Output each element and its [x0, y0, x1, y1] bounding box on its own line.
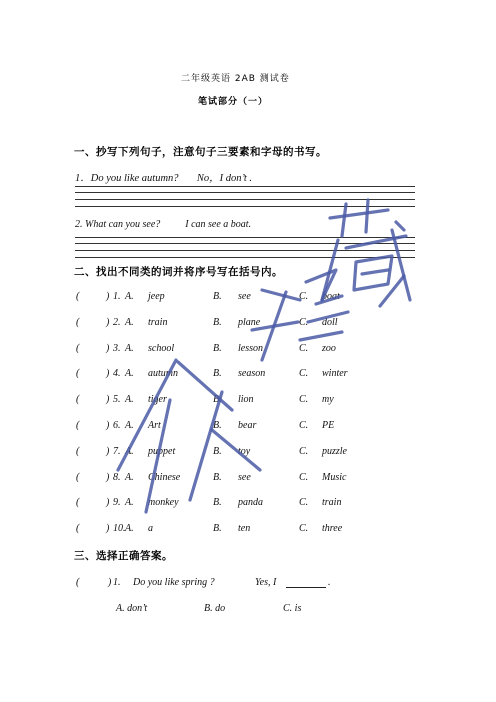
section1-q1: 1．Do you like autumn? No，I don’t . — [75, 173, 253, 184]
wm-stroke-cang-7 — [362, 270, 388, 274]
answer-blank[interactable] — [82, 472, 104, 484]
option-b-word: season — [238, 368, 266, 380]
option-c-letter: C. — [299, 342, 309, 354]
option-a-word: jeep — [148, 291, 165, 302]
item-number: 5. — [113, 394, 121, 406]
paren-open: ( — [76, 291, 80, 302]
option-c-word: boat — [322, 291, 340, 302]
answer-blank[interactable] — [82, 497, 104, 509]
option-c-letter: C. — [299, 394, 309, 406]
paren-open: ( — [76, 445, 80, 457]
item-number: 1. — [113, 291, 121, 302]
option-a-letter: A. — [125, 368, 134, 380]
paren-close: ) — [106, 394, 110, 406]
option-c-letter: C. — [299, 523, 309, 535]
option-a-letter: A. — [125, 497, 134, 509]
option-b-word: ten — [238, 523, 251, 535]
option-c-word: three — [322, 523, 343, 535]
option-a-word: autumn — [148, 368, 178, 380]
option-c-letter: C. — [299, 316, 309, 328]
paren-open: ( — [76, 368, 80, 380]
option-a: A. don’t — [116, 603, 148, 614]
answer-blank[interactable] — [82, 446, 104, 458]
writing-line — [75, 206, 415, 207]
option-b-letter: B. — [213, 523, 222, 535]
item-number: 2. — [113, 316, 121, 328]
wm-stroke-zhen-7 — [300, 332, 342, 340]
item-number: 8. — [113, 471, 121, 483]
answer-prefix: Yes, I — [255, 577, 277, 588]
paren-open: ( — [76, 394, 80, 406]
option-c-letter: C. — [299, 291, 309, 302]
option-a-letter: A. — [125, 523, 134, 535]
option-a-letter: A. — [125, 394, 134, 406]
option-a-word: a — [148, 523, 153, 535]
section3-heading: 三、选择正确答案。 — [74, 550, 173, 562]
option-a-letter: A. — [125, 342, 134, 354]
option-a-letter: A. — [125, 291, 134, 302]
answer-blank[interactable] — [82, 394, 104, 406]
option-c-word: train — [322, 497, 342, 509]
option-b: B. do — [204, 603, 226, 614]
option-b-word: see — [238, 471, 251, 483]
option-c: C. is — [283, 603, 302, 614]
option-b-letter: B. — [213, 420, 222, 431]
answer-blank[interactable] — [82, 317, 104, 329]
option-a-word: train — [148, 316, 168, 328]
option-a-word: tiger — [148, 394, 167, 406]
section1-heading: 一、抄写下列句子，注意句子三要素和字母的书写。 — [74, 146, 327, 158]
wm-stroke-cang-2 — [342, 204, 346, 236]
option-b-word: plane — [238, 316, 261, 328]
option-b-word: toy — [238, 445, 251, 457]
option-c-letter: C. — [299, 445, 309, 457]
item-number: 6. — [113, 420, 121, 431]
item-number: 10. — [113, 523, 126, 535]
item-number: 7. — [113, 445, 121, 457]
option-c-word: my — [322, 394, 334, 406]
option-b-letter: B. — [213, 394, 222, 406]
option-a-word: school — [148, 342, 175, 354]
option-c-letter: C. — [299, 368, 309, 380]
paren-close: ) — [106, 368, 110, 380]
option-b-letter: B. — [213, 368, 222, 380]
option-b-word: bear — [238, 420, 257, 431]
option-b-letter: B. — [213, 291, 222, 302]
paren-open: ( — [76, 420, 80, 431]
writing-line — [75, 186, 415, 187]
section1-q2: 2. What can you see? I can see a boat. — [75, 219, 252, 230]
option-a-word: monkey — [148, 497, 179, 509]
wm-stroke-cang-3 — [366, 200, 368, 232]
option-c-letter: C. — [299, 420, 309, 431]
option-b-letter: B. — [213, 471, 222, 483]
answer-blank[interactable] — [82, 291, 104, 303]
wm-stroke-cang-6 — [354, 256, 392, 290]
page-title: 二年级英语 2AB 测试卷 — [181, 74, 290, 84]
option-c-letter: C. — [299, 471, 309, 483]
paren-open: ( — [76, 342, 80, 354]
answer-blank[interactable] — [82, 523, 104, 535]
item-number: 4. — [113, 368, 121, 380]
option-a-letter: A. — [125, 420, 134, 431]
wm-stroke-cang-1 — [330, 210, 388, 218]
writing-line — [75, 199, 415, 200]
option-c-word: Music — [322, 471, 347, 483]
option-b-letter: B. — [213, 497, 222, 509]
section2-heading: 二、找出不同类的词并将序号写在括号内。 — [74, 266, 283, 278]
option-b-word: panda — [238, 497, 263, 509]
page-subtitle: 笔试部分（一） — [198, 97, 269, 107]
paren-close: ) — [106, 445, 110, 457]
option-b-word: lesson — [238, 342, 263, 354]
paren-close: ) — [106, 523, 110, 535]
answer-blank[interactable] — [82, 420, 104, 432]
option-c-word: zoo — [322, 342, 336, 354]
option-b-letter: B. — [213, 316, 222, 328]
answer-end: . — [328, 577, 331, 588]
option-b-word: lion — [238, 394, 254, 406]
question-text: Do you like spring ? — [133, 577, 215, 588]
paren-open: ( — [76, 316, 80, 328]
wm-stroke-cang-9 — [380, 276, 404, 306]
option-a-word: Art — [148, 420, 161, 431]
paren-close: ) — [106, 316, 110, 328]
answer-blank[interactable] — [82, 343, 104, 355]
wm-stroke-ge-right — [178, 362, 232, 410]
option-a-letter: A. — [125, 316, 134, 328]
paren-close: ) — [106, 291, 110, 302]
item-number: 9. — [113, 497, 121, 509]
paren-close: ) — [106, 342, 110, 354]
wm-stroke-cang-8 — [392, 230, 410, 300]
paren-open: ( — [76, 523, 80, 535]
writing-line — [75, 257, 415, 258]
writing-line — [75, 250, 415, 251]
paren-close: ) — [106, 471, 110, 483]
paren-open: ( — [76, 471, 80, 483]
paren-open: ( — [76, 497, 80, 509]
option-b-letter: B. — [213, 445, 222, 457]
option-c-letter: C. — [299, 497, 309, 509]
answer-blank[interactable] — [82, 577, 106, 589]
option-a-letter: A. — [125, 445, 134, 457]
writing-line — [75, 243, 415, 244]
item-number: 3. — [113, 342, 121, 354]
option-a-word: Chinese — [148, 471, 181, 483]
paren-close: ) — [106, 497, 110, 509]
option-a-letter: A. — [125, 471, 134, 483]
option-c-word: PE — [322, 420, 335, 431]
wm-stroke-zhen-2 — [262, 292, 286, 360]
option-c-word: doll — [322, 316, 338, 328]
option-c-word: puzzle — [322, 445, 347, 457]
fill-blank[interactable] — [286, 578, 326, 588]
option-a-word: puppet — [148, 445, 176, 457]
paren-close: ) — [106, 420, 110, 431]
answer-paren-close: ) — [108, 577, 112, 588]
answer-paren-open: ( — [76, 577, 80, 588]
wm-stroke-cang-10 — [396, 222, 404, 230]
option-b-letter: B. — [213, 342, 222, 354]
writing-line — [75, 192, 415, 193]
question-number: 1. — [113, 577, 121, 588]
option-c-word: winter — [322, 368, 348, 380]
option-b-word: see — [238, 291, 251, 302]
answer-blank[interactable] — [82, 368, 104, 380]
writing-line — [75, 237, 415, 238]
wm-stroke-zhen-1 — [262, 290, 300, 300]
